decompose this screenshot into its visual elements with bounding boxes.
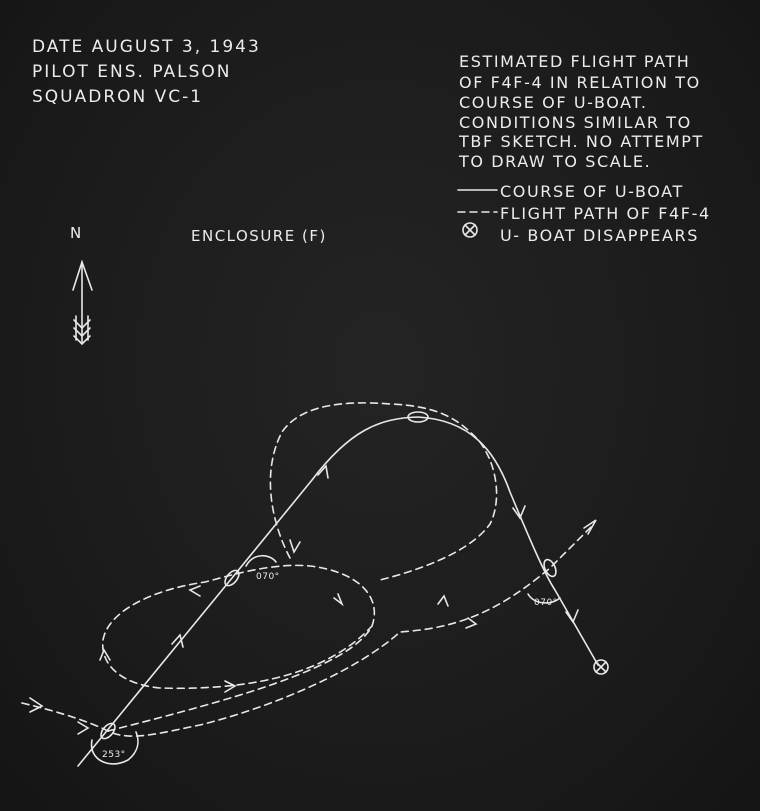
course-arrow-2 xyxy=(318,466,328,478)
title-line-6: TO DRAW TO SCALE. xyxy=(459,152,652,171)
legend-disappears-symbol xyxy=(463,223,477,237)
legend-course-label: COURSE OF U-BOAT xyxy=(500,182,684,201)
flight-arrow-8 xyxy=(466,618,476,628)
flight-arrow-6 xyxy=(334,594,342,604)
flight-path-loop xyxy=(103,565,375,731)
legend-disappears-label: U- BOAT DISAPPEARS xyxy=(500,226,700,245)
flight-arrow-7 xyxy=(438,596,448,606)
boat-marker-4 xyxy=(542,558,559,579)
enclosure-label: ENCLOSURE (F) xyxy=(191,227,327,245)
heading-arc-2 xyxy=(246,556,276,566)
flight-arrow-1 xyxy=(30,698,42,712)
title-line-1: ESTIMATED FLIGHT PATH xyxy=(459,52,691,71)
squadron-text: SQUADRON VC-1 xyxy=(32,87,204,107)
uboat-disappears-symbol xyxy=(594,660,608,674)
north-label: N xyxy=(70,224,84,242)
pilot-text: PILOT ENS. PALSON xyxy=(32,62,232,82)
heading-label-3: 070° xyxy=(534,598,558,608)
flight-arrow-2 xyxy=(78,722,88,734)
flight-arrow-9 xyxy=(290,540,300,552)
flight-path-main xyxy=(22,526,592,736)
date-text: DATE AUGUST 3, 1943 xyxy=(32,37,261,57)
flight-arrow-5 xyxy=(190,586,200,596)
heading-label-2: 070° xyxy=(256,572,280,582)
title-line-5: TBF SKETCH. NO ATTEMPT xyxy=(459,132,704,151)
title-line-4: CONDITIONS SIMILAR TO xyxy=(459,113,692,132)
title-line-3: COURSE OF U-BOAT. xyxy=(459,93,648,112)
title-line-2: OF F4F-4 IN RELATION TO xyxy=(459,73,701,92)
heading-label-1: 253° xyxy=(102,750,126,760)
legend-flight-label: FLIGHT PATH OF F4F-4 xyxy=(500,204,711,223)
north-arrow xyxy=(73,262,92,344)
